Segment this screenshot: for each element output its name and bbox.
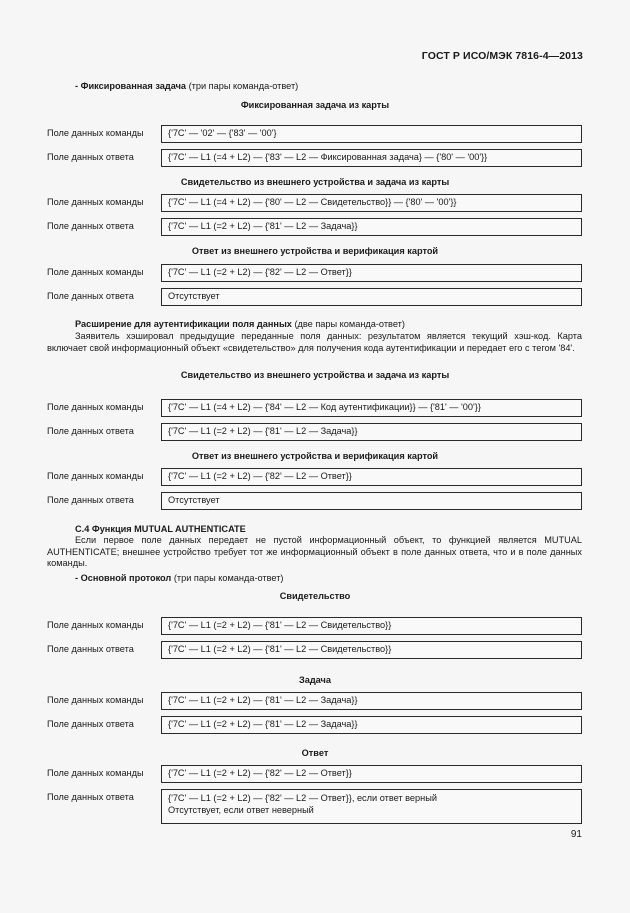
fixed-task-heading-rest: (три пары команда-ответ) bbox=[186, 81, 299, 91]
section-title: Ответ из внешнего устройства и верификация картой bbox=[191, 451, 439, 461]
response-data-label: Поле данных ответа bbox=[47, 426, 134, 436]
command-data-label: Поле данных команды bbox=[47, 695, 144, 705]
response-line-failed: Отсутствует, если ответ неверный bbox=[168, 805, 314, 815]
response-data-label: Поле данных ответа bbox=[47, 152, 134, 162]
section-title: Свидетельство из внешнего устройства и задача из карты bbox=[180, 177, 450, 187]
section-title: Ответ bbox=[301, 748, 329, 758]
section-title: Фиксированная задача из карты bbox=[240, 100, 390, 110]
mutual-authenticate-paragraph: Если первое поле данных передает не пустой информационный объект, то функцией является MUTUAL AUTHENTICATE; внешнее устройство требует тот же информационный объект в поле данных ответа, что и в поле данных команды. bbox=[47, 535, 582, 569]
command-data-label: Поле данных команды bbox=[47, 620, 144, 630]
response-data-field: Отсутствует bbox=[161, 492, 582, 510]
command-data-label: Поле данных команды bbox=[47, 267, 144, 277]
command-data-label: Поле данных команды bbox=[47, 471, 144, 481]
page-number: 91 bbox=[570, 829, 582, 840]
response-line-verified: {'7C' — L1 (=2 + L2) — {'82' — L2 — Ответ}}, если ответ верный bbox=[168, 793, 437, 803]
response-data-label: Поле данных ответа bbox=[47, 792, 134, 802]
fixed-task-heading bbox=[75, 80, 298, 92]
basic-protocol-heading-rest: (три пары команда-ответ) bbox=[171, 573, 284, 583]
response-data-field: {'7C' — L1 (=2 + L2) — {'81' — L2 — Свидетельство}} bbox=[161, 641, 582, 659]
section-title: Задача bbox=[298, 675, 332, 685]
response-data-field bbox=[161, 789, 582, 824]
extension-heading-bold: Расширение для аутентификации поля данных bbox=[75, 319, 292, 329]
command-data-field: {'7C' — L1 (=4 + L2) — {'84' — L2 — Код аутентификации}} — {'81' — '00'}} bbox=[161, 399, 582, 417]
response-data-field: {'7C' — L1 (=4 + L2) — {'83' — L2 — Фиксированная задача} — {'80' — '00'}} bbox=[161, 149, 582, 167]
extension-paragraph: Заявитель хэшировал предыдущие переданные поля данных: результатом является текущий хэш-код. Карта включает свой информационный объект «свидетельство» для получения кода аутентификации и передает его с тегом '84'. bbox=[47, 331, 582, 353]
fixed-task-heading-bold: - Фиксированная задача bbox=[75, 81, 187, 91]
command-data-field: {'7C' — L1 (=2 + L2) — {'82' — L2 — Ответ}} bbox=[161, 765, 582, 783]
response-data-field: {'7C' — L1 (=2 + L2) — {'81' — L2 — Задача}} bbox=[161, 423, 582, 441]
response-data-label: Поле данных ответа bbox=[47, 291, 134, 301]
command-data-field: {'7C' — '02' — {'83' — '00'} bbox=[161, 125, 582, 143]
response-data-label: Поле данных ответа bbox=[47, 644, 134, 654]
section-title: Ответ из внешнего устройства и верификация картой bbox=[191, 246, 439, 256]
response-data-field: {'7C' — L1 (=2 + L2) — {'81' — L2 — Задача}} bbox=[161, 218, 582, 236]
response-data-label: Поле данных ответа bbox=[47, 221, 134, 231]
command-data-field: {'7C' — L1 (=2 + L2) — {'81' — L2 — Задача}} bbox=[161, 692, 582, 710]
standard-header: ГОСТ Р ИСО/МЭК 7816-4—2013 bbox=[421, 50, 583, 62]
command-data-label: Поле данных команды bbox=[47, 197, 144, 207]
response-data-label: Поле данных ответа bbox=[47, 495, 134, 505]
command-data-label: Поле данных команды bbox=[47, 768, 144, 778]
basic-protocol-heading bbox=[75, 572, 283, 584]
extension-heading-rest: (две пары команда-ответ) bbox=[291, 319, 405, 329]
command-data-field: {'7C' — L1 (=4 + L2) — {'80' — L2 — Свидетельство}} — {'80' — '00'}} bbox=[161, 194, 582, 212]
command-data-field: {'7C' — L1 (=2 + L2) — {'81' — L2 — Свидетельство}} bbox=[161, 617, 582, 635]
response-data-field: {'7C' — L1 (=2 + L2) — {'81' — L2 — Задача}} bbox=[161, 716, 582, 734]
command-data-field: {'7C' — L1 (=2 + L2) — {'82' — L2 — Ответ}} bbox=[161, 264, 582, 282]
basic-protocol-heading-bold: - Основной протокол bbox=[75, 573, 172, 583]
response-data-label: Поле данных ответа bbox=[47, 719, 134, 729]
section-title: Свидетельство из внешнего устройства и задача из карты bbox=[180, 370, 450, 380]
command-data-label: Поле данных команды bbox=[47, 128, 144, 138]
response-data-field: Отсутствует bbox=[161, 288, 582, 306]
mutual-authenticate-heading: С.4 Функция MUTUAL AUTHENTICATE bbox=[75, 524, 246, 534]
command-data-field: {'7C' — L1 (=2 + L2) — {'82' — L2 — Ответ}} bbox=[161, 468, 582, 486]
extension-heading bbox=[75, 318, 405, 330]
section-title: Свидетельство bbox=[279, 591, 351, 601]
command-data-label: Поле данных команды bbox=[47, 402, 144, 412]
